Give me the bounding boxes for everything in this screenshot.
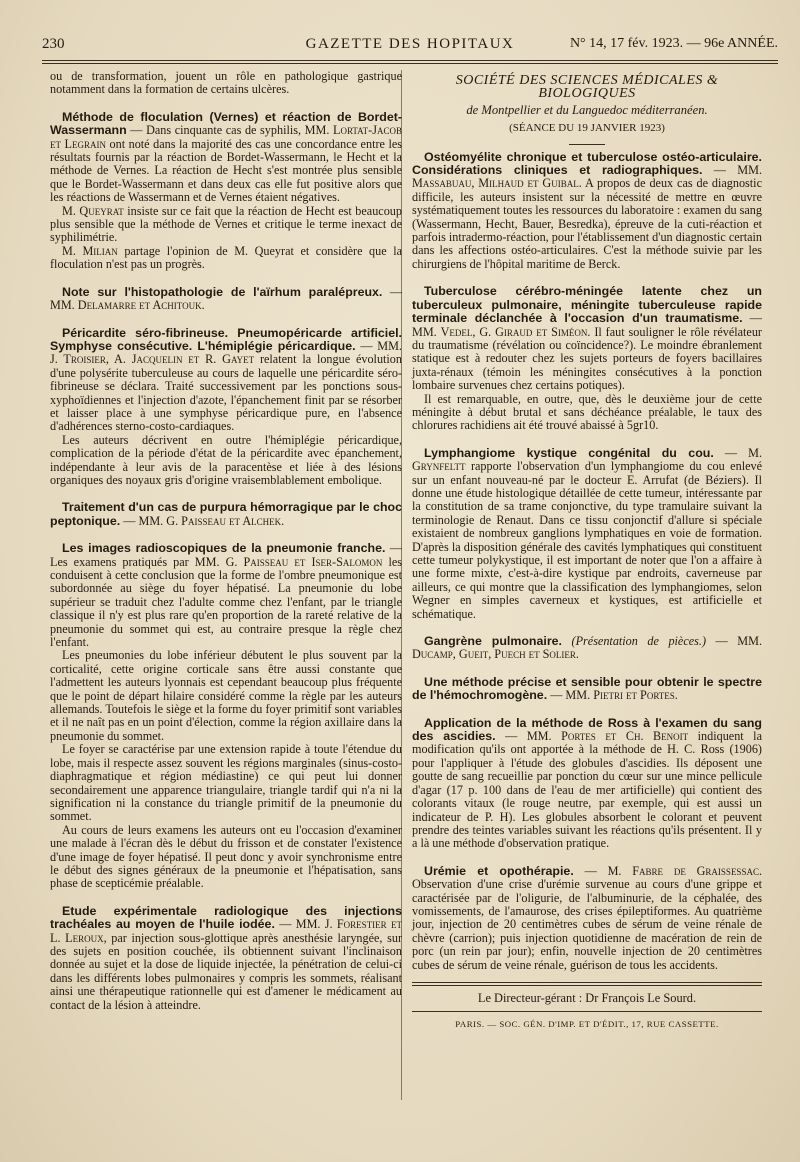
right-column: [412, 70, 762, 1032]
article-floculation: Méthode de floculation (Vernes) et réaction de Bordet-Wassermann — Dans cinquante cas de syphilis, MM. Lortat-Jacob et Legrain ont noté dans la majorité des cas une concordance entre les résultats fournis par la réaction de Bordet-Wassermann, le Hecht et la méthode de Vernes. La réaction de Hecht s'est montrée plus sensible que le Bordet-Wassermann et dans deux cas elle fut positive alors que les réactions de Wassermann et de Vernes étaient négatives.: [50, 109, 402, 205]
authors: G. Paisseau et Iser-Salomon: [225, 554, 383, 569]
article-pericardite: Péricardite séro-fibrineuse. Pneumopéricarde artificiel. Symphyse consécutive. L'hémiplégie péricardique. — MM. J. Troisier, A. Jacquelin et R. Gayet relatent la longue évolution d'une polysérite tuberculeuse au cours de laquelle une péricardite séro-fibrineuse se déclara. Traité successivement par les ponctions sous-xyphoïdiennes et l'injection d'azote, l'épanchement finit par se résorber et laisser place à une symphyse péricardique pure, en l'absence d'adhérences sterno-costo-cardiaques.: [50, 325, 402, 434]
society-subtitle: de Montpellier et du Languedoc méditerranéen.: [466, 102, 708, 117]
article-hemochromogene: Une méthode précise et sensible pour obtenir le spectre de l'hémochromogène. — MM. Pietri et Portes.: [412, 674, 762, 703]
authors: J. Troisier, A. Jacquelin et R. Gayet: [50, 352, 255, 367]
article-paragraph: Au cours de leurs examens les auteurs ont eu l'occasion d'examiner une malade à l'écran dès le début du frisson et de constater l'existence d'une image de foyer hépatisé. Il peut donc y avoir synchronisme entre le début des signes généraux de la pneumonie et l'hépatisation, sans phase de scepticémie préalable.: [50, 822, 402, 891]
society-title: SOCIÉTÉ DES SCIENCES MÉDICALES & BIOLOGIQUES: [455, 73, 719, 102]
section-rule: [569, 144, 605, 145]
footer-rule: [412, 982, 762, 983]
printer-imprint: PARIS. — SOC. GÉN. D'IMP. ET D'ÉDIT., 17, RUE CASSETTE.: [455, 1019, 719, 1030]
authors: Massabuau, Milhaud et Guibal.: [412, 176, 582, 191]
article-title: Lymphangiome kystique congénital du cou.: [424, 445, 714, 460]
issue-info: N° 14, 17 fév. 1923. — 96e ANNÉE.: [569, 36, 778, 51]
header-rule-double: [42, 63, 778, 64]
article-title: Péricardite séro-fibrineuse. Pneumopéricarde artificiel. Symphyse consécutive. L'hémiplégie péricardique.: [50, 325, 402, 353]
authors: Pietri et Portes.: [593, 688, 678, 703]
article-paragraph: Les auteurs décrivent en outre l'hémiplégie péricardique, complication de la période d'état de la péricardite avec épanchement, indépendante à leur avis de la paracentèse et liée à des lésions organiques des noyaux gris d'origine vraisemblablement embolique.: [50, 432, 402, 487]
authors: Vedel, G. Giraud et Siméon.: [440, 324, 591, 339]
authors: Lortat-Jacob et Legrain: [50, 123, 402, 151]
authors: Ducamp, Gueit, Puech et Solier.: [412, 647, 579, 662]
authors: Delamarre et Achitouk.: [77, 298, 205, 313]
article-uremie: Urémie et opothérapie. — M. Fabre de Graissessac. Observation d'une crise d'urémie survenue au cours d'une grippe et caractérisée par de l'oligurie, de l'albuminurie, de la céphalée, des vomissements, de l'amaurose, des crises épileptiformes. Au quatrième jour, injection de 20 centimètres cubes de sérum de veine rénale de chèvre (carrion); puis injection quotidienne de macération de rein de porc (un rein par jour); enfin, nouvelle injection de 20 centimètres cubes de sérum de veine rénale, guérison de tous les accidents.: [412, 863, 762, 972]
continued-paragraph: ou de transformation, jouent un rôle en pathologique gastrique notamment dans la formation de certains ulcères.: [50, 69, 402, 97]
article-title: Note sur l'histopathologie de l'aïrhum paralépreux.: [62, 284, 383, 299]
footer-rule-double: [412, 985, 762, 986]
article-title: Tuberculose cérébro-méningée latente chez un tuberculeux pulmonaire, méningite tuberculeuse rapide terminale déclanchée à l'occasion d'un traumatisme.: [412, 284, 762, 326]
article-osteomyelite: Ostéomyélite chronique et tuberculose ostéo-articulaire. Considérations cliniques et radiographiques. — MM. Massabuau, Milhaud et Guibal. A propos de deux cas de diagnostic difficile, les auteurs insistent sur la nécessité de mettre en œuvre systématiquement toutes les ressources du laboratoire : examen du sang (Wassermann, Hecht, Bauer, Besredka), épreuve de la cuti-réaction et parfois intradermo-réaction, pour l'établissement d'un diagnostic certain dans les affections ostéo-articulaires. C'est la méthode suivie par les chirurgiens de l'hôpital maritime de Berck.: [412, 149, 762, 271]
article-paragraph: Les pneumonies du lobe inférieur débutent le plus souvent par la corticalité, cette origine corticale sans être aussi constante que l'admettent les auteurs lyonnais est cependant beaucoup plus fréquente que le point de départ hilaire considéré comme la règle par les auteurs allemands. Toutefois le siège et la forme du foyer primitif sont variables et il ne naît pas en un point d'élection, comme la région axillaire dans la pneumonie du sommet.: [50, 648, 402, 743]
article-title: Urémie et opothérapie.: [424, 863, 574, 878]
journal-title: GAZETTE DES HOPITAUX: [305, 36, 515, 52]
session-date: (SÉANCE DU 19 JANVIER 1923): [509, 122, 665, 135]
left-column: [50, 70, 402, 1012]
authors: Portes et Ch. Benoit: [561, 729, 689, 744]
article-title: Méthode de floculation (Vernes) et réaction de Bordet-Wassermann: [50, 109, 402, 138]
article-title: Les images radioscopiques de la pneumonie franche.: [62, 541, 386, 556]
article-paragraph: Le foyer se caractérise par une extension rapide à toute l'étendue du lobe, mais il respecte assez souvent les régions marginales (sinus-costo-diaphragmatique et région médiastine) ce qui peut lui donner secondairement une apparence triangulaire, triangle tardif qui n'a ni la signification ni la constance du triangle primitif de la pneumonie du sommet.: [50, 742, 402, 824]
authors: Grynfeltt: [412, 459, 466, 474]
article-title: Etude expérimentale radiologique des injections trachéales au moyen de l'huile iodée.: [50, 903, 402, 932]
article-title: Traitement d'un cas de purpura hémorragique par le choc peptonique.: [50, 500, 402, 528]
article-tuberculose: Tuberculose cérébro-méningée latente chez un tuberculeux pulmonaire, méningite tuberculeuse rapide terminale déclanchée à l'occasion d'un traumatisme. — MM. Vedel, G. Giraud et Siméon. Il faut souligner le rôle révélateur du traumatisme (révélation ou coïncidence?). Le moindre ébranlement statique est à redouter chez les sujets porteurs de foyers bacillaires juxta-rénaux (témoin les méningites consécutives à la ponction lombaire survenues chez certains potiques).: [412, 284, 762, 393]
article-lymphangiome: Lymphangiome kystique congénital du cou. — M. Grynfeltt rapporte l'observation d'un lymphangiome du cou enlevé sur un enfant nouveau-né par le docteur E. Arrufat (de Béziers). Il donne une étude histologique détaillée de cette tumeur, intéressante par la constitution de sa trame conjonctive, du type tramulaire suivant la terminologie de Renaut. Dans ce tissu conjonctif d'allure si spéciale existaient de nombreux ganglions lymphatiques en voie de formation. D'après la disposition générale des cavités lymphatiques qui constituent cette tumeur polykystique, il est important de noter que l'on a affaire à une forme mixte, c'est-à-dire kystique par endroits, caverneuse par ailleurs, ce qui montre que la classification des lymphangiomes, selon Wegner en simples caverneux et kystiques, est artificielle et schématique.: [412, 445, 762, 621]
director-line: Le Directeur-gérant : Dr François Le Sourd.: [477, 990, 697, 1005]
authors: G. Paisseau et Alchek.: [166, 513, 285, 528]
page-number: 230: [42, 36, 65, 52]
article-title: Application de la méthode de Ross à l'examen du sang des ascidies.: [412, 715, 762, 744]
article-title: Gangrène pulmonaire.: [424, 634, 562, 649]
article-airhum: Note sur l'histopathologie de l'aïrhum paralépreux. — MM. Delamarre et Achitouk.: [50, 284, 402, 313]
article-title: Ostéomyélite chronique et tuberculose ostéo-articulaire. Considérations cliniques et radiographiques.: [412, 149, 762, 178]
article-pneumonie: Les images radioscopiques de la pneumonie franche. — Les examens pratiqués par MM. G. Paisseau et Iser-Salomon les conduisent à cette conclusion que la forme de l'ombre pneumonique est subordonnée au siège du foyer hépatisé. La pneumonie du lobe supérieur se traduit chez l'adulte comme chez l'enfant, par le triangle classique il n'y est plus rare qu'en proportion de la rareté relative de la pneumonie du sommet qui est, au contraire presque la règle chez l'enfant.: [50, 541, 402, 650]
article-gangrene: Gangrène pulmonaire. (Présentation de pièces.) — MM. Ducamp, Gueit, Puech et Solier.: [412, 634, 762, 662]
authors: Forestier et L. Leroux: [50, 917, 403, 945]
article-paragraph: Il est remarquable, en outre, que, dès le deuxième jour de cette méningite à début brutal et sans déchéance préalable, le taux des chlorures rachidiens ait été trouvé abaissé à 5gr10.: [412, 391, 762, 433]
page-header: [42, 36, 778, 60]
article-title: Une méthode précise et sensible pour obtenir le spectre de l'hémochromogène.: [412, 674, 762, 703]
article-paragraph: M. Queyrat insiste sur ce fait que la réaction de Hecht est beaucoup plus sensible que la méthode de Vernes et critique le terme inexact de syphilimétrie.: [50, 203, 402, 245]
director-rule: [412, 1011, 762, 1012]
article-purpura: Traitement d'un cas de purpura hémorragique par le choc peptonique. — MM. G. Paisseau et Alchek.: [50, 500, 402, 528]
article-paragraph: M. Milian partage l'opinion de M. Queyrat et considère que la floculation n'est pas un progrès.: [50, 243, 402, 272]
article-injections: Etude expérimentale radiologique des injections trachéales au moyen de l'huile iodée. — MM. J. Forestier et L. Leroux, par injection sous-glottique après anesthésie laryngée, sur des sujets en position couchée, ils obtiennent suivant l'inclinaison donnée au sujet et la dose de liquide injectée, la pénétration de celui-ci dans les différents lobes pulmonaires y compris les sommets, réalisant ainsi une thérapeutique rationnelle qui est d'amener le médicament au contact de la lésion à atteindre.: [50, 903, 403, 1012]
header-rule: [42, 60, 778, 61]
authors: Fabre de Graissessac.: [632, 863, 762, 878]
article-ross: Application de la méthode de Ross à l'examen du sang des ascidies. — MM. Portes et Ch. Benoit indiquent la modification qu'ils ont apportée à la méthode de H. C. Ross (1906) pour l'appliquer à l'étude des globules d'ascidies. Ils déposent une goutte de sang recueillie par ponction du cœur sur une mince pellicule d'agar (17 p. 100 dans de l'eau de mer artificielle) qui contient des colorants vitaux (le rouge neutre, par exemple, qui est aussi un indicateur de P. H). Les globules absorbent le colorant et peuvent prendre des teintes variables suivant les réactions qu'ils présentent. Il y a là une méthode d'observation pratique.: [412, 715, 762, 851]
